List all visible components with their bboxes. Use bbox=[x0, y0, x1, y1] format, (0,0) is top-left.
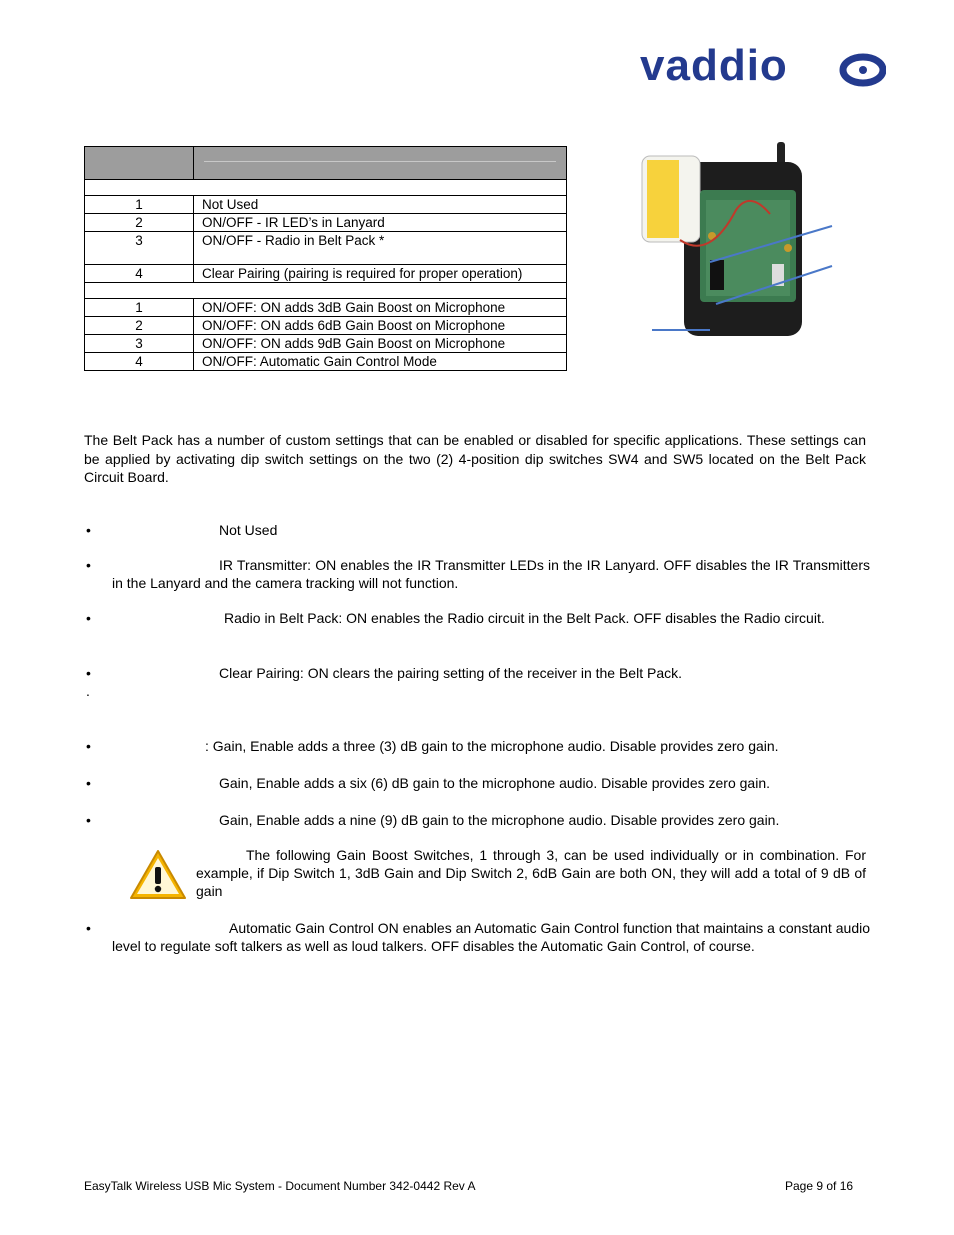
row-desc: ON/OFF: ON adds 9dB Gain Boost on Microphone bbox=[194, 335, 567, 353]
row-desc: ON/OFF: ON adds 3dB Gain Boost on Microphone bbox=[194, 299, 567, 317]
warning-icon bbox=[128, 848, 188, 902]
logo-text: vaddio bbox=[640, 46, 788, 88]
row-num: 3 bbox=[85, 335, 194, 353]
table-row bbox=[85, 265, 567, 283]
bullet-dot: • bbox=[86, 557, 91, 573]
row-desc: ON/OFF: Automatic Gain Control Mode bbox=[194, 353, 567, 371]
table-row bbox=[85, 299, 567, 317]
table-header-row bbox=[85, 147, 567, 180]
section-row bbox=[85, 180, 567, 196]
vaddio-logo bbox=[640, 46, 886, 88]
row-desc: ON/OFF - Radio in Belt Pack * bbox=[194, 232, 567, 265]
row-num: 1 bbox=[85, 299, 194, 317]
bullet-text: IR Transmitter: ON enables the IR Transmitter LEDs in the IR Lanyard. OFF disables the IR Transmitters in the Lanyard and the camera tracking will not function. bbox=[112, 557, 870, 591]
list-item bbox=[86, 664, 870, 682]
table-row bbox=[85, 214, 567, 232]
list-item bbox=[86, 521, 870, 539]
list-item bbox=[86, 774, 870, 792]
footer-document-title: EasyTalk Wireless USB Mic System - Document Number 342-0442 Rev A bbox=[84, 1179, 476, 1193]
intro-paragraph: The Belt Pack has a number of custom settings that can be enabled or disabled for specific applications. These settings can be applied by activating dip switch settings on the two (2) 4-position dip switches SW4 and SW5 located on the Belt Pack Circuit Board. bbox=[84, 432, 866, 485]
warning-text: The following Gain Boost Switches, 1 through 3, can be used individually or in combination. For example, if Dip Switch 1, 3dB Gain and Dip Switch 2, 6dB Gain are both ON, they will add a total of 9 dB of gain bbox=[196, 847, 866, 899]
belt-pack-photo bbox=[640, 140, 840, 340]
row-desc: Not Used bbox=[194, 196, 567, 214]
bullet-text: Gain, Enable adds a nine (9) dB gain to the microphone audio. Disable provides zero gain. bbox=[219, 812, 780, 828]
table-row bbox=[85, 335, 567, 353]
header-cell-function bbox=[194, 147, 567, 180]
row-desc: ON/OFF - IR LED’s in Lanyard bbox=[194, 214, 567, 232]
stray-period: . bbox=[86, 683, 90, 699]
list-item bbox=[86, 737, 870, 755]
row-num: 3 bbox=[85, 232, 194, 265]
footer-page-number: Page 9 of 16 bbox=[785, 1179, 854, 1193]
list-item bbox=[86, 556, 870, 592]
bullet-text: Automatic Gain Control ON enables an Automatic Gain Control function that maintains a constant audio level to regulate soft talkers as well as loud talkers. OFF disables the Automatic Gain Control, of course. bbox=[112, 920, 870, 954]
row-desc: ON/OFF: ON adds 6dB Gain Boost on Microphone bbox=[194, 317, 567, 335]
bullet-dot: • bbox=[86, 738, 91, 754]
table-row bbox=[85, 196, 567, 214]
table-row bbox=[85, 232, 567, 265]
bullet-text: Gain, Enable adds a six (6) dB gain to the microphone audio. Disable provides zero gain. bbox=[219, 775, 770, 791]
bullet-dot: • bbox=[86, 610, 91, 626]
row-num: 4 bbox=[85, 265, 194, 283]
row-num: 1 bbox=[85, 196, 194, 214]
header-cell-switch bbox=[85, 147, 194, 180]
bullet-dot: • bbox=[86, 522, 91, 538]
bullet-dot: • bbox=[86, 920, 91, 936]
bullet-dot: • bbox=[86, 812, 91, 828]
bullet-text: Not Used bbox=[219, 522, 278, 538]
section-row bbox=[85, 283, 567, 299]
bullet-dot: • bbox=[86, 665, 91, 681]
dip-switch-table bbox=[84, 146, 567, 371]
bullet-dot: • bbox=[86, 775, 91, 791]
list-item bbox=[86, 811, 870, 829]
row-num: 4 bbox=[85, 353, 194, 371]
bullet-text: Clear Pairing: ON clears the pairing setting of the receiver in the Belt Pack. bbox=[219, 665, 682, 681]
list-item bbox=[86, 919, 870, 955]
bullet-text: : Gain, Enable adds a three (3) dB gain to the microphone audio. Disable provides zero gain. bbox=[205, 738, 779, 754]
row-num: 2 bbox=[85, 317, 194, 335]
row-num: 2 bbox=[85, 214, 194, 232]
list-item bbox=[86, 609, 870, 627]
bullet-text: Radio in Belt Pack: ON enables the Radio circuit in the Belt Pack. OFF disables the Radio circuit. bbox=[224, 610, 825, 626]
row-desc: Clear Pairing (pairing is required for proper operation) bbox=[194, 265, 567, 283]
table-row bbox=[85, 317, 567, 335]
table-row bbox=[85, 353, 567, 371]
